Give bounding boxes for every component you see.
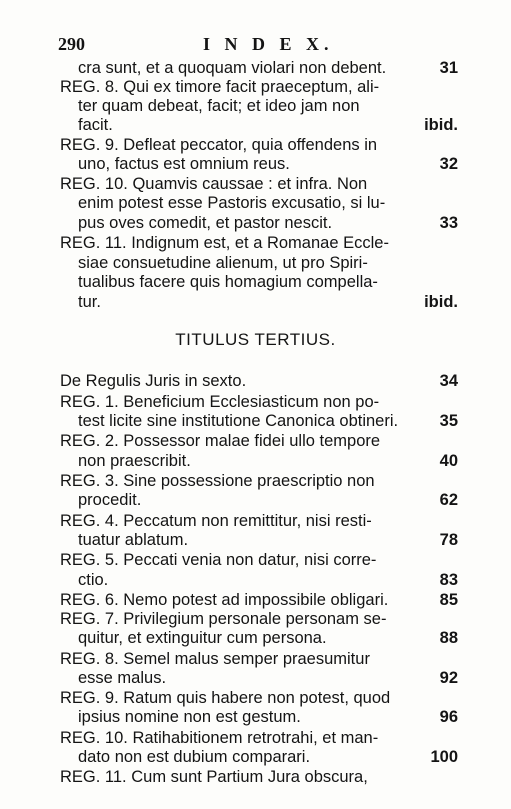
page-reference: 62 [439,491,458,509]
page-header [58,34,458,56]
page-reference: 83 [439,571,458,589]
index-line: tuatur ablatum. [78,531,189,549]
index-line: tualibus facere quis homagium compella- [78,273,378,291]
index-line: test licite sine institutione Canonica obtineri. [78,412,399,430]
index-line: REG. 6. Nemo potest ad impossibile obligari. [60,591,389,609]
index-line: tur. [78,293,101,311]
page-reference: 92 [439,669,458,687]
page-reference: 88 [439,629,458,647]
page-reference: 78 [439,531,458,549]
page-reference: 34 [439,372,458,390]
index-line: De Regulis Juris in sexto. [60,372,247,390]
index-line: non praescribit. [78,452,191,470]
index-line: REG. 11. Cum sunt Partium Jura obscura, [60,768,368,786]
page-reference: 96 [439,708,458,726]
index-line: ipsius nomine non est gestum. [78,708,301,726]
index-line: procedit. [78,491,142,509]
index-line: REG. 10. Quamvis caussae : et infra. Non [60,175,368,193]
page-title: I N D E X. [203,34,334,54]
index-line: REG. 8. Qui ex timore facit praeceptum, ali- [60,78,380,96]
page-reference: 100 [430,748,458,766]
page-reference: ibid. [424,293,458,311]
page-reference: 32 [439,155,458,173]
page-reference: 40 [439,452,458,470]
page-reference: 35 [439,412,458,430]
page-reference: 85 [439,591,458,609]
index-line: pus oves comedit, et pastor nescit. [78,214,333,232]
index-line: cra sunt, et a quoquam violari non debent. [78,59,387,77]
index-line: REG. 9. Defleat peccator, quia offendens in [60,136,378,154]
index-line: facit. [78,116,113,134]
index-line: esse malus. [78,669,167,687]
index-line: uno, factus est omnium reus. [78,155,290,173]
index-line: REG. 9. Ratum quis habere non potest, quod [60,689,391,707]
index-line: REG. 3. Sine possessione praescriptio non [60,472,375,490]
index-line: quitur, et extinguitur cum persona. [78,629,327,647]
index-line: siae consuetudine alienum, ut pro Spiri- [78,254,368,272]
index-line: REG. 10. Ratihabitionem retrotrahi, et man- [60,729,379,747]
index-line: REG. 11. Indignum est, et a Romanae Eccle- [60,234,389,252]
index-line: REG. 2. Possessor malae fidei ullo tempore [60,432,381,450]
index-line: REG. 8. Semel malus semper praesumitur [60,650,370,668]
section-title: TITULUS TERTIUS. [175,330,336,349]
page-reference: 31 [439,59,458,77]
index-line: dato non est dubium comparari. [78,748,311,766]
index-line: REG. 1. Beneficium Ecclesiasticum non po- [60,393,380,411]
page-reference: ibid. [424,116,458,134]
index-line: REG. 4. Peccatum non remittitur, nisi resti- [60,512,372,530]
index-line: ter quam debeat, facit; et ideo jam non [78,97,360,115]
index-line: enim potest esse Pastoris excusatio, si lu- [78,194,386,212]
page-number: 290 [58,34,85,54]
index-line: ctio. [78,571,109,589]
index-line: REG. 5. Peccati venia non datur, nisi corre- [60,551,377,569]
page-reference: 33 [439,214,458,232]
index-line: REG. 7. Privilegium personale personam se- [60,610,387,628]
